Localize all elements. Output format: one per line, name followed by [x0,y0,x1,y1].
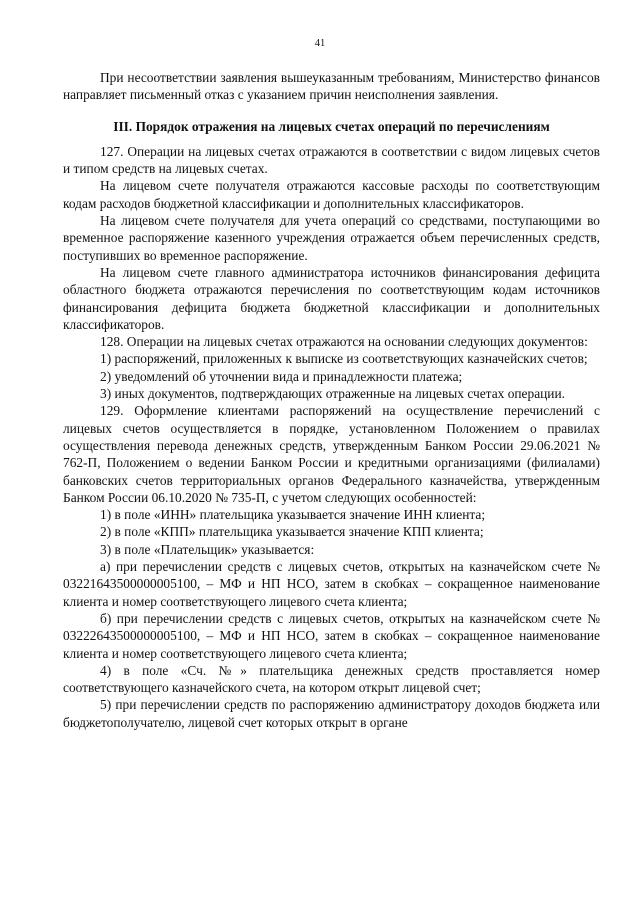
list-item-128-3: 3) иных документов, подтверждающих отраженные на лицевых счетах операции. [100,386,565,402]
list-item-129-5: 5) при перечислении средств по распоряжению администратору доходов бюджета или бюджетополучателю, лицевой счет которых открыт в органе [63,697,600,730]
list-item-128-1: 1) распоряжений, приложенных к выписке из соответствующих казначейских счетов; [100,351,588,367]
page-number: 41 [314,38,326,49]
intro-paragraph: При несоответствии заявления вышеуказанным требованиям, Министерство финансов направляет письменный отказ с указанием причин неисполнения заявления. [63,70,600,103]
list-item-129-1: 1) в поле «ИНН» плательщика указывается значение ИНН клиента; [100,507,486,523]
list-item-129-3a: а) при перечислении средств с лицевых счетов, открытых на казначейском счете № 03221643500000005100, – МФ и НП НСО, затем в скобках – сокращенное наименование клиента и номер соответствующего лицевого счета клиента; [63,559,600,609]
paragraph-127: 127. Операции на лицевых счетах отражаются в соответствии с видом лицевых счетов и типом средств на лицевых счетах. [63,143,600,177]
section-heading: III. Порядок отражения на лицевых счетах операций по перечислениям [113,118,550,134]
paragraph-128: 128. Операции на лицевых счетах отражаются на основании следующих документов: [100,334,588,350]
paragraph-129: 129. Оформление клиентами распоряжений на осуществление перечислений с лицевых счетов осуществляется в порядке, установленном Положением о правилах осуществления перевода денежных средств, утвержденным Банком России 29.06.2021 № 762-П, Положением о ведении Банком России и кредитными организациями (филиалами) банковских счетов территориальных органов Федерального казначейства, утвержденным Банком России 06.10.2020 № 735-П, с учетом следующих особенностей: [63,403,600,505]
document-body [63,69,600,731]
paragraph-chief-administrator: На лицевом счете главного администратора источников финансирования дефицита областного бюджета отражаются перечисления по соответствующим кодам источников финансирования дефицита бюджета бюджетной классификации и дополнительных классификаторов. [63,264,600,332]
list-item-128-2: 2) уведомлений об уточнении вида и принадлежности платежа; [100,368,463,384]
list-item-129-4: 4) в поле «Сч. №» плательщика денежных средств проставляется номер соответствующего казначейского счета, на котором открыт лицевой счет; [63,662,600,696]
list-item-129-2: 2) в поле «КПП» плательщика указывается значение КПП клиента; [100,524,484,540]
list-item-129-3b: б) при перечислении средств с лицевых счетов, открытых на казначейском счете № 03222643500000005100, – МФ и НП НСО, затем в скобках – сокращенное наименование клиента и номер соответствующего лицевого счета клиента; [63,610,600,661]
paragraph-receiver-temporary: На лицевом счете получателя для учета операций со средствами, поступающими во временное распоряжение казенного учреждения отражается объем перечисленных средств, поступивших во временное распоряжение. [63,213,600,263]
list-item-129-3: 3) в поле «Плательщик» указывается: [100,541,315,557]
paragraph-receiver-expenses: На лицевом счете получателя отражаются кассовые расходы по соответствующим кодам расходов бюджетной классификации и дополнительных классификаторов. [63,178,600,211]
